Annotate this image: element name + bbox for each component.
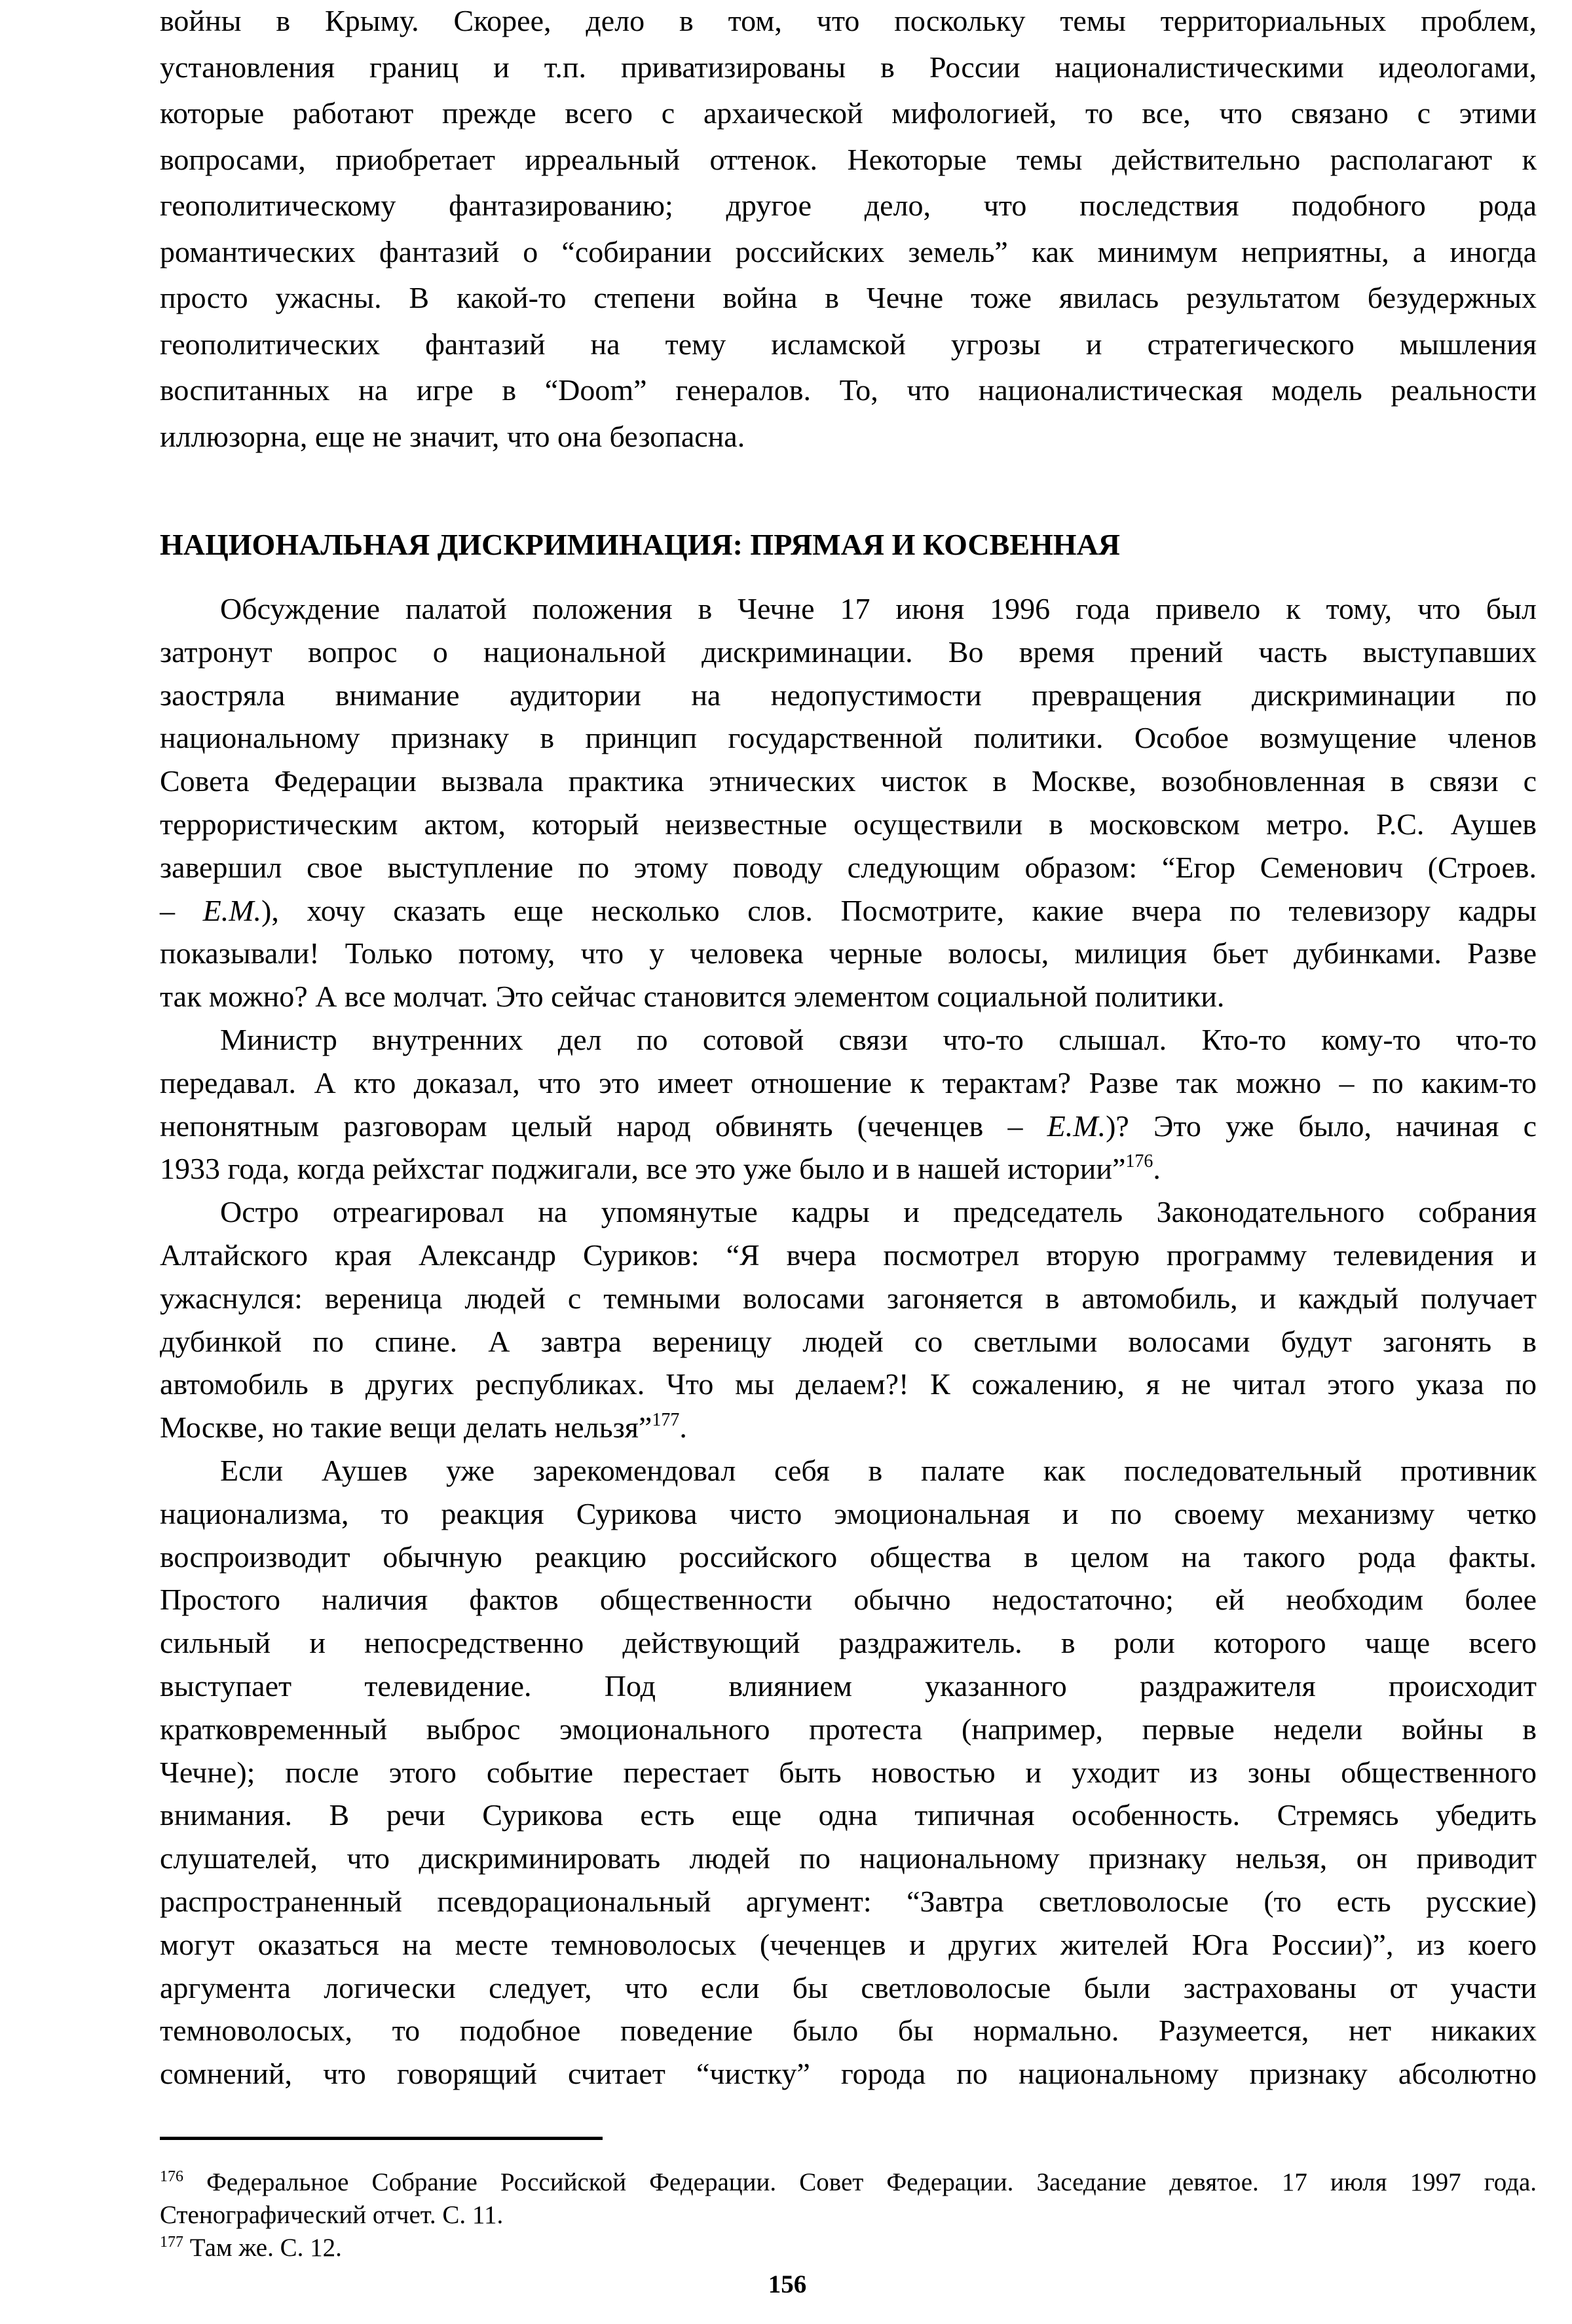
body-text	[160, 587, 1537, 2095]
text-line: просто ужасны. В какой-то степени война в Чечне тоже явилась результатом безудержных	[160, 281, 1537, 314]
text-line: Остро отреагировал на упомянутые кадры и председатель Законодательного собрания	[220, 1195, 1537, 1229]
text-line: аргумента логически следует, что если бы светловолосые были застрахованы от участи	[160, 1970, 1537, 2004]
paragraph	[160, 1190, 1537, 1449]
footnote-number: 177	[160, 2234, 183, 2251]
footnote-line	[160, 2166, 1537, 2199]
text-line: геополитическому фантазированию; другое дело, что последствия подобного рода	[160, 189, 1537, 222]
footnote	[160, 2232, 1537, 2264]
text-line: завершил свое выступление по этому поводу следующим образом: “Егор Семенович (Строев.	[160, 850, 1537, 884]
text-line: заостряла внимание аудитории на недопустимости превращения дискриминации по	[160, 678, 1537, 712]
footnote-separator	[160, 2137, 603, 2140]
text-line: Если Аушев уже зарекомендовал себя в палате как последовательный противник	[220, 1453, 1537, 1487]
text-line: национализма, то реакция Сурикова чисто эмоциональная и по своему механизму четко	[160, 1496, 1537, 1530]
text-line: иллюзорна, еще не значит, что она безопасна.	[160, 419, 745, 453]
text-segment: .	[1153, 1152, 1161, 1186]
text-line: Министр внутренних дел по сотовой связи что-то слышал. Кто-то кому-то что-то	[220, 1022, 1537, 1056]
text-line: сильный и непосредственно действующий раздражитель. в роли которого чаще всего	[160, 1626, 1537, 1660]
text-line: распространенный псевдорациональный аргумент: “Завтра светловолосые (то есть русские)	[160, 1884, 1537, 1918]
paragraph	[160, 1018, 1537, 1190]
footnote-reference[interactable]: 176	[1125, 1151, 1153, 1172]
text-line: Чечне); после этого событие перестает быть новостью и уходит из зоны общественного	[160, 1755, 1537, 1789]
italic-text: Е.М.	[1047, 1109, 1106, 1143]
text-line: могут оказаться на месте темноволосых (чеченцев и других жителей Юга России)”, из коего	[160, 1927, 1537, 1961]
footnote-number: 176	[160, 2168, 183, 2185]
text-line: террористическим актом, который неизвестные осуществили в московском метро. Р.С. Аушев	[160, 807, 1537, 841]
text-line: дубинкой по спине. А завтра вереницу людей со светлыми волосами будут загонять в	[160, 1324, 1537, 1358]
text-line: Алтайского края Александр Суриков: “Я вчера посмотрел вторую программу телевидения и	[160, 1238, 1537, 1272]
text-line: которые работают прежде всего с архаической мифологией, то все, что связано с этими	[160, 96, 1537, 130]
text-line: войны в Крыму. Скорее, дело в том, что поскольку темы территориальных проблем,	[160, 4, 1537, 37]
footnotes	[160, 2166, 1537, 2264]
continued-paragraph	[160, 0, 1537, 460]
text-line	[160, 1406, 1537, 1449]
text-segment: 1933 года, когда рейхстаг поджигали, все это уже было и в нашей истории”	[160, 1152, 1126, 1186]
page-number: 156	[768, 2270, 807, 2298]
footnote-line	[160, 2199, 1537, 2232]
text-line: внимания. В речи Сурикова есть еще одна типичная особенность. Стремясь убедить	[160, 1798, 1537, 1832]
text-line: геополитических фантазий на тему исламской угрозы и стратегического мышления	[160, 327, 1537, 361]
text-line: автомобиль в других республиках. Что мы делаем?! К сожалению, я не читал этого указа по	[160, 1367, 1537, 1401]
footnote	[160, 2166, 1537, 2232]
text-line: Обсуждение палатой положения в Чечне 17 июня 1996 года привело к тому, что был	[220, 592, 1537, 625]
footnote-line	[160, 2232, 1537, 2264]
section-heading: НАЦИОНАЛЬНАЯ ДИСКРИМИНАЦИЯ: ПРЯМАЯ И КОСВЕННАЯ	[160, 528, 1121, 561]
text-line: передавал. А кто доказал, что это имеет отношение к терактам? Разве так можно – по каким-то	[160, 1065, 1537, 1099]
text-line: вопросами, приобретает ирреальный оттенок. Некоторые темы действительно располагают к	[160, 142, 1537, 176]
footnote-text: Стенографический отчет. С. 11.	[160, 2201, 504, 2229]
text-line	[160, 1147, 1537, 1190]
text-line: Совета Федерации вызвала практика этнических чисток в Москве, возобновленная в связи с	[160, 764, 1537, 798]
text-line	[160, 889, 1537, 932]
text-line: затронут вопрос о национальной дискриминации. Во время прений часть выступавших	[160, 635, 1537, 669]
text-segment: –	[160, 893, 203, 927]
footnote-reference[interactable]: 177	[652, 1410, 680, 1431]
text-line: показывали! Только потому, что у человека черные волосы, милиция бьет дубинками. Разве	[160, 936, 1537, 970]
text-line: слушателей, что дискриминировать людей по национальному признаку нельзя, он приводит	[160, 1841, 1537, 1875]
paragraph	[160, 1449, 1537, 2095]
text-line: так можно? А все молчат. Это сейчас становится элементом социальной политики.	[160, 980, 1225, 1014]
text-line: кратковременный выброс эмоционального протеста (например, первые недели войны в	[160, 1712, 1537, 1746]
text-segment: непонятным разговорам целый народ обвинять (чеченцев –	[160, 1109, 1047, 1143]
footnote-text: Федеральное Собрание Российской Федерации. Совет Федерации. Заседание девятое. 17 июля 1997 года.	[206, 2168, 1537, 2196]
text-segment: )? Это уже было, начиная с	[1106, 1109, 1537, 1143]
text-line: Простого наличия фактов общественности обычно недостаточно; ей необходим более	[160, 1583, 1537, 1617]
footnote-text: Там же. С. 12.	[189, 2234, 342, 2262]
paragraph	[160, 587, 1537, 1018]
text-line: национальному признаку в принцип государственной политики. Особое возмущение членов	[160, 721, 1537, 755]
text-line: выступает телевидение. Под влиянием указанного раздражителя происходит	[160, 1669, 1537, 1703]
text-line: воспитанных на игре в “Doom” генералов. То, что националистическая модель реальности	[160, 373, 1537, 407]
italic-text: Е.М.	[202, 893, 262, 927]
text-line	[160, 1105, 1537, 1148]
text-line: ужаснулся: вереница людей с темными волосами загоняется в автомобиль, и каждый получает	[160, 1281, 1537, 1315]
text-segment: ), хочу сказать еще несколько слов. Посмотрите, какие вчера по телевизору кадры	[261, 893, 1537, 927]
text-segment: Москве, но такие вещи делать нельзя”	[160, 1411, 652, 1445]
text-segment: .	[679, 1411, 687, 1445]
text-line: установления границ и т.п. приватизированы в России националистическими идеологами,	[160, 50, 1537, 84]
text-line: сомнений, что говорящий считает “чистку” города по национальному признаку абсолютно	[160, 2057, 1537, 2091]
text-line: романтических фантазий о “собирании российских земель” как минимум неприятны, а иногда	[160, 234, 1537, 268]
text-line: темноволосых, то подобное поведение было бы нормально. Разумеется, нет никаких	[160, 2014, 1537, 2048]
text-line: воспроизводит обычную реакцию российского общества в целом на такого рода факты.	[160, 1540, 1537, 1574]
